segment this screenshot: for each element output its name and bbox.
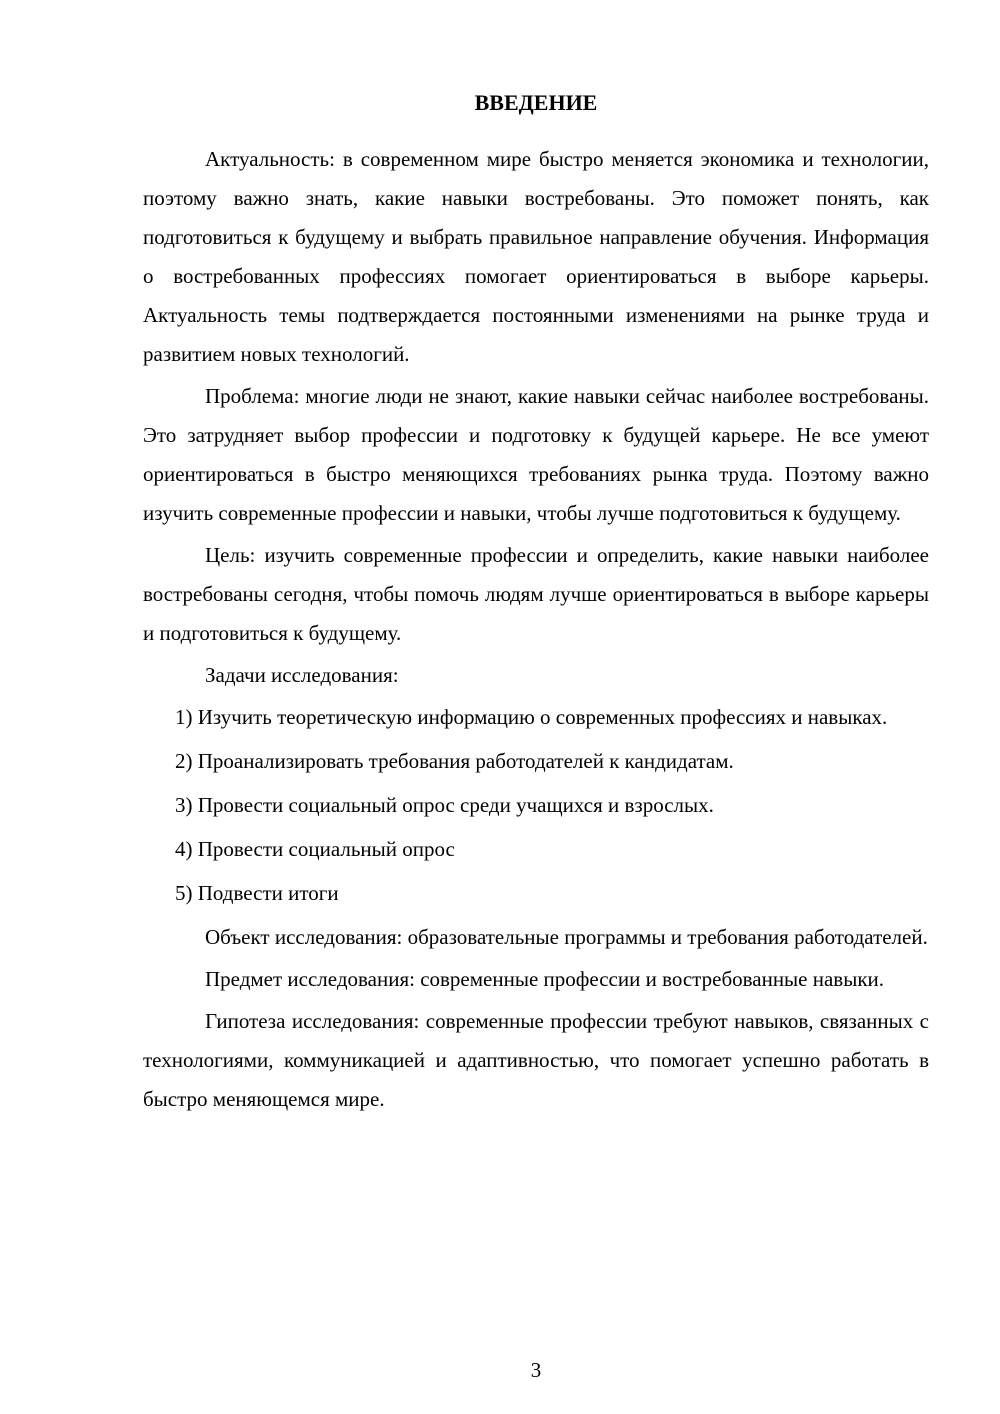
- paragraph-subject: Предмет исследования: современные профессии и востребованные навыки.: [205, 967, 885, 991]
- paragraph-relevance: Актуальность: в современном мире быстро меняется экономика и технологии, поэтому важно знать, какие навыки востребованы. Это поможет понять, как подготовиться к будущему и выбрать правильное направление обучения. Информация о востребованных профессиях помогает ориентироваться в выборе карьеры. Актуальность темы подтверждается постоянными изменениями на рынке труда и развитием новых технологий.: [143, 147, 929, 366]
- paragraph-hypothesis: Гипотеза исследования: современные профессии требуют навыков, связанных с технологиями, коммуникацией и адаптивностью, что помогает успешно работать в быстро меняющемся мире.: [143, 1009, 929, 1111]
- task-item-4: 4) Провести социальный опрос: [175, 837, 455, 861]
- document-title: ВВЕДЕНИЕ: [474, 90, 598, 115]
- paragraph-tasks-heading: Задачи исследования:: [205, 663, 399, 687]
- paragraph-object: Объект исследования: образовательные программы и требования работодателей.: [205, 925, 928, 949]
- page-number: 3: [530, 1358, 542, 1382]
- task-item-2: 2) Проанализировать требования работодателей к кандидатам.: [175, 749, 734, 773]
- paragraph-goal: Цель: изучить современные профессии и определить, какие навыки наиболее востребованы сегодня, чтобы помочь людям лучше ориентироваться в выборе карьеры и подготовиться к будущему.: [143, 543, 929, 645]
- task-item-3: 3) Провести социальный опрос среди учащихся и взрослых.: [175, 793, 714, 817]
- task-item-1: 1) Изучить теоретическую информацию о современных профессиях и навыках.: [175, 705, 888, 729]
- task-item-5: 5) Подвести итоги: [175, 881, 339, 905]
- paragraph-problem: Проблема: многие люди не знают, какие навыки сейчас наиболее востребованы. Это затрудняет выбор профессии и подготовку к будущей карьере. Не все умеют ориентироваться в быстро меняющихся требованиях рынка труда. Поэтому важно изучить современные профессии и навыки, чтобы лучше подготовиться к будущему.: [143, 384, 929, 525]
